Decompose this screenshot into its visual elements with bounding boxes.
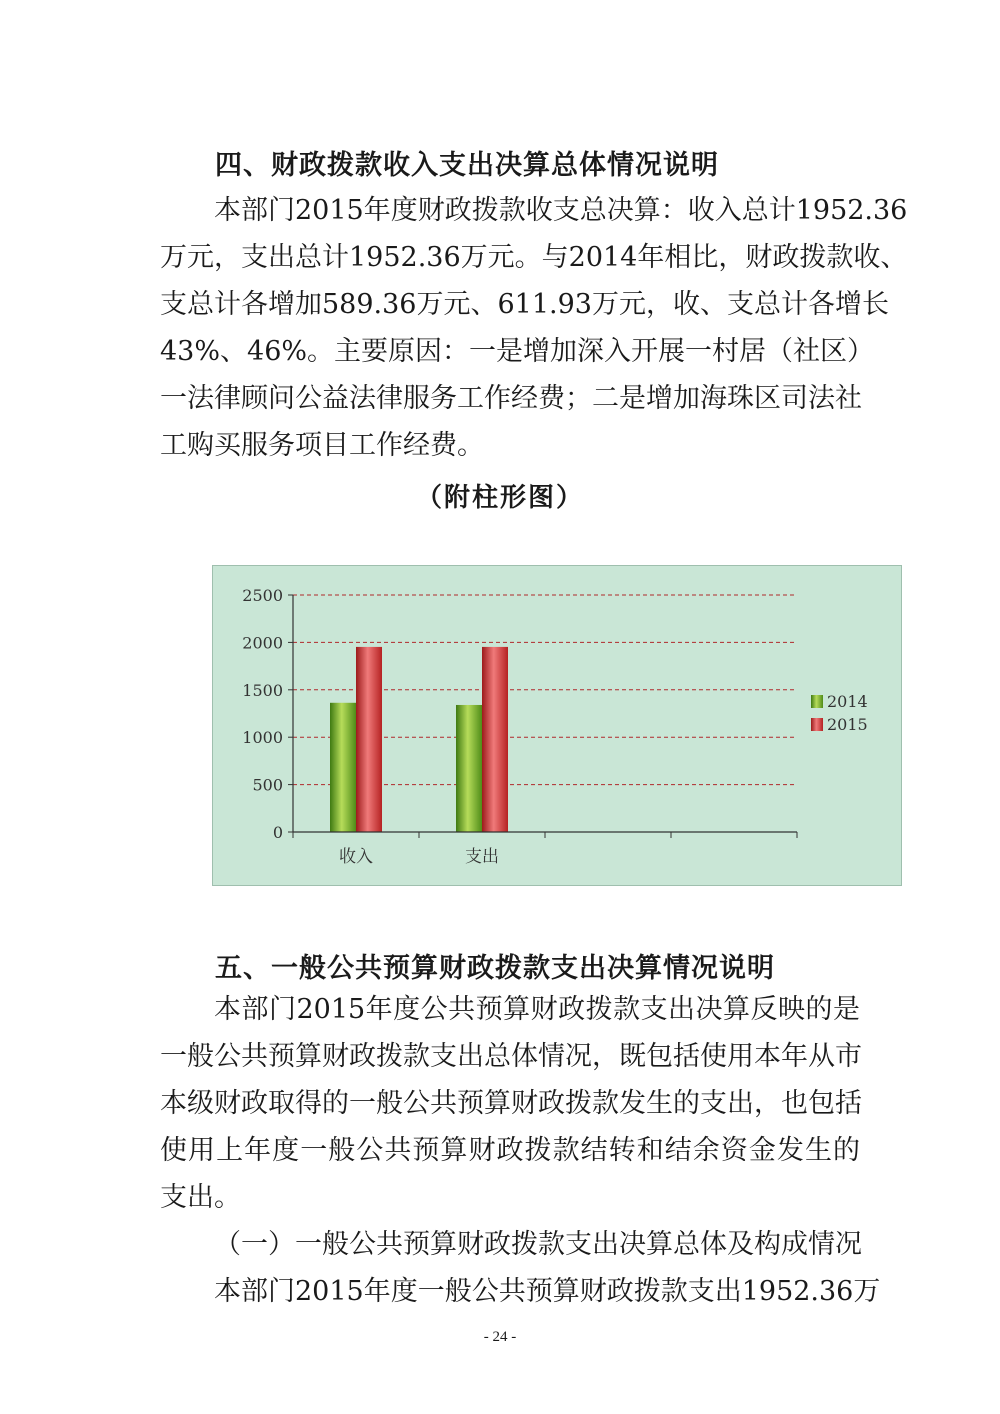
paragraph-line: 使用上年度一般公共预算财政拨款结转和结余资金发生的 (160, 1135, 860, 1166)
x-category-label: 支出 (465, 847, 499, 867)
page-number: - 24 - (483, 1329, 517, 1345)
paragraph-line: 一法律顾问公益法律服务工作经费；二是增加海珠区司法社 (160, 383, 862, 414)
legend-swatch (811, 718, 823, 731)
y-tick-label: 0 (272, 823, 283, 842)
x-category-label: 收入 (339, 847, 373, 867)
paragraph-line: 43%、46%。主要原因：一是增加深入开展一村居（社区） (160, 336, 875, 367)
paragraph-line: 工购买服务项目工作经费。 (160, 430, 484, 461)
paragraph-line: 本部门2015年度一般公共预算财政拨款支出1952.36万 (214, 1276, 881, 1307)
bar-chart (212, 565, 902, 886)
legend-swatch (811, 695, 823, 708)
bar-2014 (330, 703, 356, 832)
y-tick-label: 1500 (242, 680, 283, 700)
paragraph-line: 万元，支出总计1952.36万元。与2014年相比，财政拨款收、 (160, 242, 908, 273)
bar-2014 (456, 705, 482, 832)
section5-subheading: （一）一般公共预算财政拨款支出决算总体及构成情况 (214, 1229, 862, 1260)
legend-label: 2014 (827, 692, 868, 711)
section5-paragraph (160, 986, 881, 1315)
paragraph-line: 支总计各增加589.36万元、611.93万元，收、支总计各增长 (160, 289, 889, 320)
section4-paragraph (160, 187, 908, 469)
chart-caption: （附柱形图） (415, 483, 584, 513)
bar-chart-svg (213, 566, 901, 885)
y-tick-label: 1000 (242, 728, 283, 748)
paragraph-line: 本部门2015年度财政拨款收支总决算：收入总计1952.36 (214, 195, 908, 226)
y-tick-label: 500 (252, 775, 283, 795)
paragraph-line: 本部门2015年度公共预算财政拨款支出决算反映的是 (214, 994, 860, 1025)
legend-label: 2015 (827, 715, 868, 734)
section5-heading: 五、一般公共预算财政拨款支出决算情况说明 (215, 953, 775, 984)
paragraph-line: 支出。 (160, 1182, 241, 1213)
y-tick-label: 2500 (242, 586, 283, 605)
y-tick-label: 2000 (242, 633, 283, 653)
section4-heading: 四、财政拨款收入支出决算总体情况说明 (215, 150, 719, 181)
bar-2015 (482, 647, 508, 832)
paragraph-line: 一般公共预算财政拨款支出总体情况，既包括使用本年从市 (160, 1041, 862, 1072)
bar-2015 (356, 647, 382, 832)
paragraph-line: 本级财政取得的一般公共预算财政拨款发生的支出，也包括 (160, 1088, 862, 1119)
